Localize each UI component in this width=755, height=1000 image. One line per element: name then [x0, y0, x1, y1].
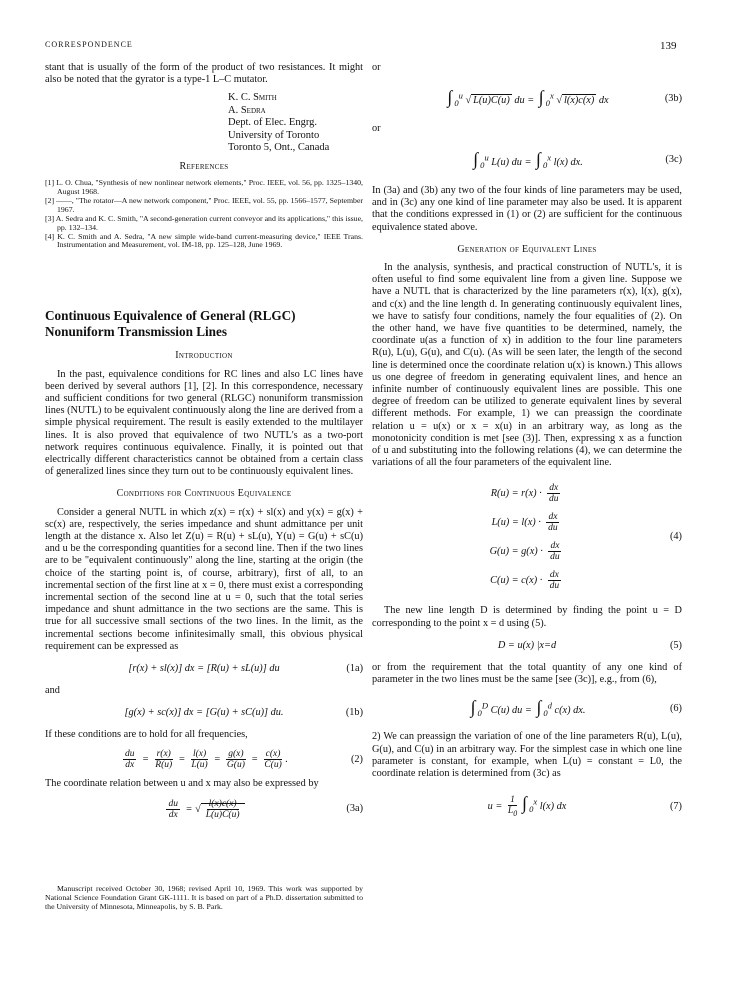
article-title: Continuous Equivalence of General (RLGC) Nonuniform Transmission Lines [45, 308, 296, 340]
running-header: CORRESPONDENCE [45, 40, 133, 49]
equation-number: (2) [350, 753, 363, 765]
equation-6: ∫ $_0^D$ C(u) du = ∫ $_0^d$ c(x) dx. (6) [470, 697, 682, 719]
equation-number: (3a) [346, 803, 363, 815]
equation-2: $\frac{du}{dx}$ = $\frac{r(x)}{R(u)}$ = $\frac{l(x)}{L(u)}$ = $\frac{g(x)}{G(u)}$ = $\frac{c(x)}{C(u)}$ . (2) [124, 749, 363, 771]
affiliation-line: Dept. of Elec. Engrg. [228, 117, 318, 129]
page-number: 139 [660, 40, 677, 52]
after-equation-3-text: In (3a) and (3b) any two of the four kinds of line parameters may be used, and in (3c) any one kind of line parameter may also be used. It is apparent that the conditions expressed in (1) or (2) are sufficient for the continuous equivalence stated above. [372, 184, 682, 233]
equation-1a [45, 661, 363, 677]
equation-7: u = $\frac{1}{L_0}$ ∫ $_0^x$ l(x) dx (7) [487, 793, 682, 818]
author-name: A. Sedra [228, 104, 266, 116]
requirement-text: or from the requirement that the total quantity of any one kind of parameter in the two lines must be the same [see (3c)], e.g., from (6), [372, 661, 682, 685]
left-column [45, 62, 363, 828]
equation-expression: D = u(x) |x=d [497, 639, 557, 651]
author-name: K. C. Smith [228, 92, 277, 104]
equation-number: (1a) [346, 662, 363, 674]
equation-3b: ∫ $_0^u$ √ L(u)C(u) du = ∫ $_0^x$ √ l(x)c(x) dx (3b) [447, 87, 682, 109]
equation-1b [45, 705, 363, 721]
line-length-text: The new line length D is determined by finding the point u = D corresponding to the point x = d using (5). [372, 605, 682, 629]
equation-number: (1b) [345, 707, 363, 719]
equation-3c: ∫ $_0^u$ L(u) du = ∫ $_0^x$ l(x) dx. (3c) [473, 148, 682, 170]
carry-over-text: stant that is usually of the form of the product of two resistances. It might also be noted that the gyrator is a type-1 L–C mutator. [45, 62, 363, 86]
equation-4: R(u) = r(x) · $\frac{dx}{du}$ L(u) = l(x) · $\frac{dx}{du}$ G(u) = g(x) · $\frac{dx}{du}$ C(u) = c(x) · $\frac{dx}{du}$ (4) [489, 483, 682, 592]
or-text: or [372, 123, 381, 135]
references-list [45, 179, 363, 250]
reference-item: [3] A. Sedra and K. C. Smith, "A second-generation current conveyor and its applications," this issue, pp. 132–134. [45, 213, 363, 232]
equation-number: (3c) [665, 154, 682, 166]
introduction-paragraph: In the past, equivalence conditions for RC lines and also LC lines have been derived by several authors [1], [2]. In this correspondence, necessary and sufficient conditions for two general (RLGC) nonuniform transmission lines (NUTL) to be equivalent continuously along the line are derived from a simple physical requirement. The result is easily extended to the multilayer lines. It is also proved that equivalence of two NUTL's as a two-port network requires continuous equivalence. Finally, it is pointed out that electrically different characteristics cannot be obtained from a certain class of generalized lines since they turn out to be continuously equivalent lines. [45, 368, 363, 478]
conditions-heading: Conditions for Continuous Equivalence [116, 488, 292, 500]
method-2-text: 2) We can preassign the variation of one of the line parameters R(u), L(u), G(u), and C(u) in an arbitrary way. For the simplest case in which one line parameter is constant, for example, when L(u) = constant = L0, the coordinate relation is determined from (3c) as [372, 731, 682, 780]
footnote: Manuscript received October 30, 1968; revised April 10, 1969. This work was supported by National Science Foundation Grant GK-1111. It is based on part of a Ph.D. dissertation submitted to the University of Minnesota, Minneapolis, by S. B. Park. [45, 884, 363, 911]
equation-number: (7) [669, 800, 682, 812]
or-text: or [372, 62, 381, 73]
reference-item: [2] ——, "The rotator—A new network component," Proc. IEEE, vol. 55, pp. 1566–1577, September 1967. [45, 195, 363, 214]
coordinate-text: The coordinate relation between u and x may also be expressed by [45, 778, 319, 790]
equation-expression: [r(x) + sl(x)] dx = [R(u) + sL(u)] du [128, 662, 280, 674]
equation-number: (6) [669, 702, 682, 714]
and-text: and [45, 685, 60, 697]
author-signature [228, 92, 363, 155]
affiliation-line: Toronto 5, Ont., Canada [228, 142, 330, 154]
equation-number: (5) [669, 639, 682, 651]
frequency-text: If these conditions are to hold for all frequencies, [45, 729, 248, 741]
generation-paragraph: In the analysis, synthesis, and practical construction of NUTL's, it is often useful to find some equivalent line from a given line. Suppose we have a NUTL that is characterized by the line parameters r(x), l(x), g(x), and c(x) and the line length d. In generating continuously equivalent lines, we have to satisfy four conditions, namely the four equalities of (2). On the other hand, we have five quantities to be determined, namely, the coordinate u(as a function of x) in addition to the four line parameters R(u), L(u), G(u), and C(u). (As will be seen later, the length of the second line is determined once the coordinate relation u(x) is known.) This allows us one degree of freedom in generating equivalent lines, and hence an infinite number of continuously equivalent lines are possible. This one degree of freedom can be utilized to generate equivalent lines by several different methods. For example, 1) we can preassign the coordinate relation u = u(x) or x = x(u) in an arbitrary way, as long as the monotonicity condition is met [see (3)]. Then, expressing x as a function of u and substituting into the following relations (4), we can determine the variations of all the four parameters of the equivalent line. [372, 261, 682, 469]
equation-number: (3b) [664, 92, 682, 104]
generation-heading: Generation of Equivalent Lines [457, 243, 597, 255]
affiliation-line: University of Toronto [228, 129, 320, 141]
right-column [372, 62, 682, 833]
reference-item: [1] L. O. Chua, "Synthesis of new nonlinear network elements," Proc. IEEE, vol. 56, pp. 1325–1340, August 1968. [45, 178, 363, 197]
equation-3a: $\frac{du}{dx}$ = √ $\frac{l(x)c(x)}{L(u)C(u)}$ (3a) [168, 798, 363, 820]
introduction-heading: Introduction [175, 350, 233, 362]
reference-item: [4] K. C. Smith and A. Sedra, "A new simple wide-band current-measuring device," IEEE Trans. Instrumentation and Measurement, vol. IM-18, pp. 125–128, June 1969. [45, 231, 363, 250]
equation-expression: [g(x) + sc(x)] dx = [G(u) + sC(u)] du. [124, 707, 284, 719]
equation-5 [372, 638, 682, 654]
references-heading: References [179, 160, 229, 172]
conditions-paragraph: Consider a general NUTL in which z(x) = r(x) + sl(x) and y(x) = g(x) + sc(x) are, respectively, the series impedance and shunt admittance per unit length at the distance x. Also let Z(u) = R(u) + sL(u), Y(u) = G(u) + sC(u) and u be the corresponding quantities for a second line. Then if the two lines are to be "equivalent continuously" along the line, starting at the origin (the choice of the starting point is, of course, arbitrary), first of all, to an incremental section of the first line at x = 0, there must exist a corresponding incremental section of the second line at u = 0, such that the total series impedance and shunt admittance in the two sections are the same. This is true for all successive small sections of the two lines. In the limit, as the incremental sections become infinitesimally small, this obvious physical requirement can be expressed as [45, 506, 363, 652]
equation-number: (4) [669, 531, 682, 543]
